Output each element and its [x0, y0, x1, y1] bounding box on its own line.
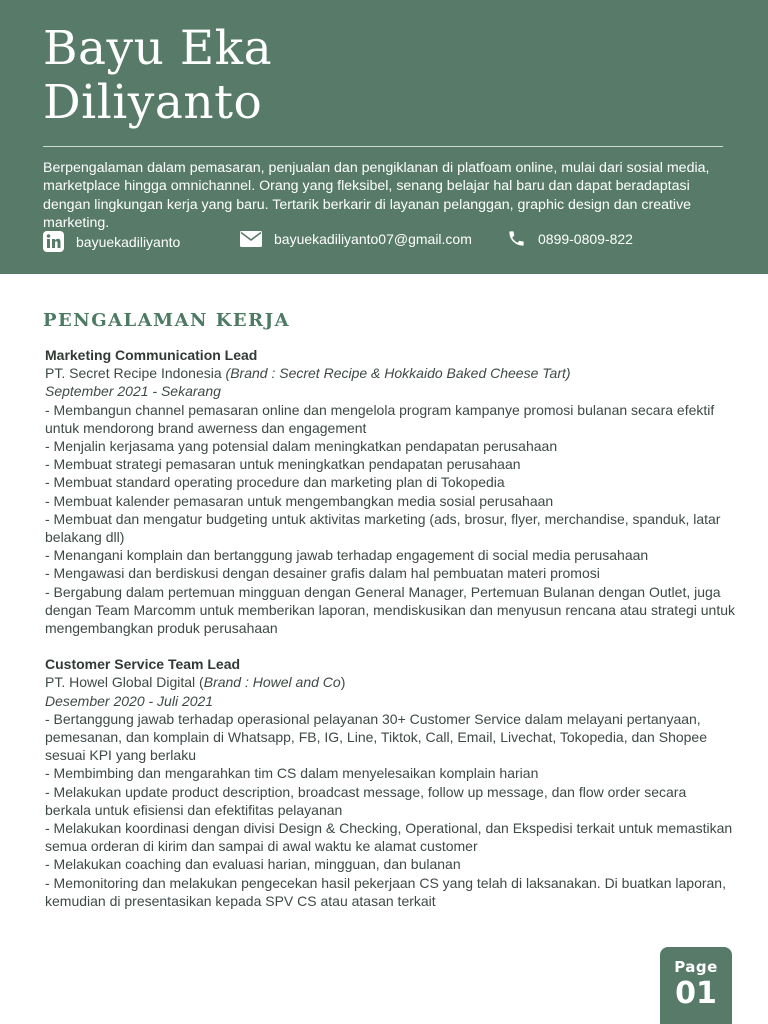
contact-email[interactable] — [240, 231, 472, 247]
page-number: 01 — [675, 976, 717, 1011]
header-divider — [43, 146, 723, 147]
job-company — [45, 364, 735, 382]
phone-icon — [507, 229, 526, 248]
job-bullet: - Melakukan koordinasi dengan divisi Design & Checking, Operational, dan Ekspedisi terkait untuk memastikan semua orderan di kirim dan sampai di awal waktu ke alamat customer — [45, 820, 733, 855]
job-period: September 2021 - Sekarang — [45, 383, 221, 400]
phone-number: 0899-0809-822 — [538, 230, 633, 247]
page-number-badge — [660, 947, 732, 1024]
company-name: PT. Howel Global Digital ( — [45, 674, 204, 691]
company-brand: (Brand : Secret Recipe & Hokkaido Baked Cheese Tart) — [225, 365, 571, 382]
email-address: bayuekadiliyanto07@gmail.com — [274, 231, 472, 247]
job-period: Desember 2020 - Juli 2021 — [45, 692, 214, 709]
contact-phone[interactable] — [507, 229, 633, 248]
job-bullet: - Membuat standard operating procedure dan marketing plan di Tokopedia — [45, 474, 505, 491]
experience-list — [45, 346, 735, 928]
job-bullet: - Membuat strategi pemasaran untuk meningkatkan pendapatan perusahaan — [45, 456, 521, 473]
job-bullet: - Membimbing dan mengarahkan tim CS dalam menyelesaikan komplain harian — [45, 765, 539, 782]
job-bullet: - Menangani komplain dan bertanggung jawab terhadap engagement di social media perusahaan — [45, 547, 649, 564]
job-bullet: - Melakukan coaching dan evaluasi harian, mingguan, dan bulanan — [45, 856, 461, 873]
job-bullet: - Membuat kalender pemasaran untuk mengembangkan media sosial perusahaan — [45, 492, 554, 509]
job-title: Marketing Communication Lead — [45, 347, 258, 363]
contact-linkedin[interactable] — [43, 231, 180, 252]
job-entry — [45, 655, 735, 910]
job-title: Customer Service Team Lead — [45, 656, 241, 673]
job-bullet: - Membangun channel pemasaran online dan mengelola program kampanye promosi bulanan secara efektif untuk mendorong brand awerness dan engagement — [45, 401, 715, 436]
mail-icon — [240, 231, 262, 247]
job-bullet: - Menjalin kerjasama yang potensial dalam meningkatkan pendapatan perusahaan — [45, 438, 558, 455]
page-label: Page — [674, 958, 718, 976]
job-entry — [45, 346, 735, 637]
company-name: PT. Secret Recipe Indonesia — [45, 365, 226, 382]
linkedin-handle: bayuekadiliyanto — [76, 233, 181, 250]
company-brand-close: ) — [340, 674, 346, 691]
job-bullet: - Mengawasi dan berdiskusi dengan desainer grafis dalam hal pembuatan materi promosi — [45, 565, 600, 582]
resume-name — [43, 22, 272, 130]
header-banner — [0, 0, 768, 274]
job-bullet: - Bergabung dalam pertemuan mingguan dengan General Manager, Pertemuan Bulanan dengan Outlet, juga dengan Team Marcomm untuk memberikan laporan, mendiskusikan dan menyusun rencana atau strategi untuk mengembangkan produk perusahaan — [45, 583, 736, 637]
name-line-1: Bayu Eka — [43, 21, 273, 76]
job-bullet: - Membuat dan mengatur budgeting untuk aktivitas marketing (ads, brosur, flyer, merchandise, spanduk, latar belakang dll) — [45, 510, 721, 546]
company-brand: Brand : Howel and Co — [203, 674, 341, 691]
profile-summary: Berpengalaman dalam pemasaran, penjualan dan pengiklanan di platfoam online, mulai dari sosial media, marketplace hingga omnichannel. Orang yang fleksibel, senang belajar hal baru dan dapat beradaptasi dengan lingkungan kerja yang baru. Tertarik berkarir di layanan pelanggan, graphic design dan creative marketing. — [43, 160, 710, 232]
section-title-experience: PENGALAMAN KERJA — [43, 310, 291, 331]
job-bullet: - Memonitoring dan melakukan pengecekan hasil pekerjaan CS yang telah di laksanakan. Di buatkan laporan, kemudian di presentasikan kepada SPV CS atau atasan terkait — [45, 874, 726, 909]
name-line-2: Diliyanto — [43, 75, 263, 130]
job-bullet: - Melakukan update product description, broadcast message, follow up message, dan flow order secara berkala untuk efisiensi dan efektifitas pelayanan — [45, 783, 687, 818]
job-bullet: - Bertanggung jawab terhadap operasional pelayanan 30+ Customer Service dalam melayani pertanyaan, pemesanan, dan komplain di Whatsapp, FB, IG, Line, Tiktok, Call, Email, Livechat, Tokopedia, dan Shopee sesuai KPI yang berlaku — [45, 710, 708, 764]
job-company — [45, 673, 735, 691]
linkedin-icon — [43, 231, 64, 252]
